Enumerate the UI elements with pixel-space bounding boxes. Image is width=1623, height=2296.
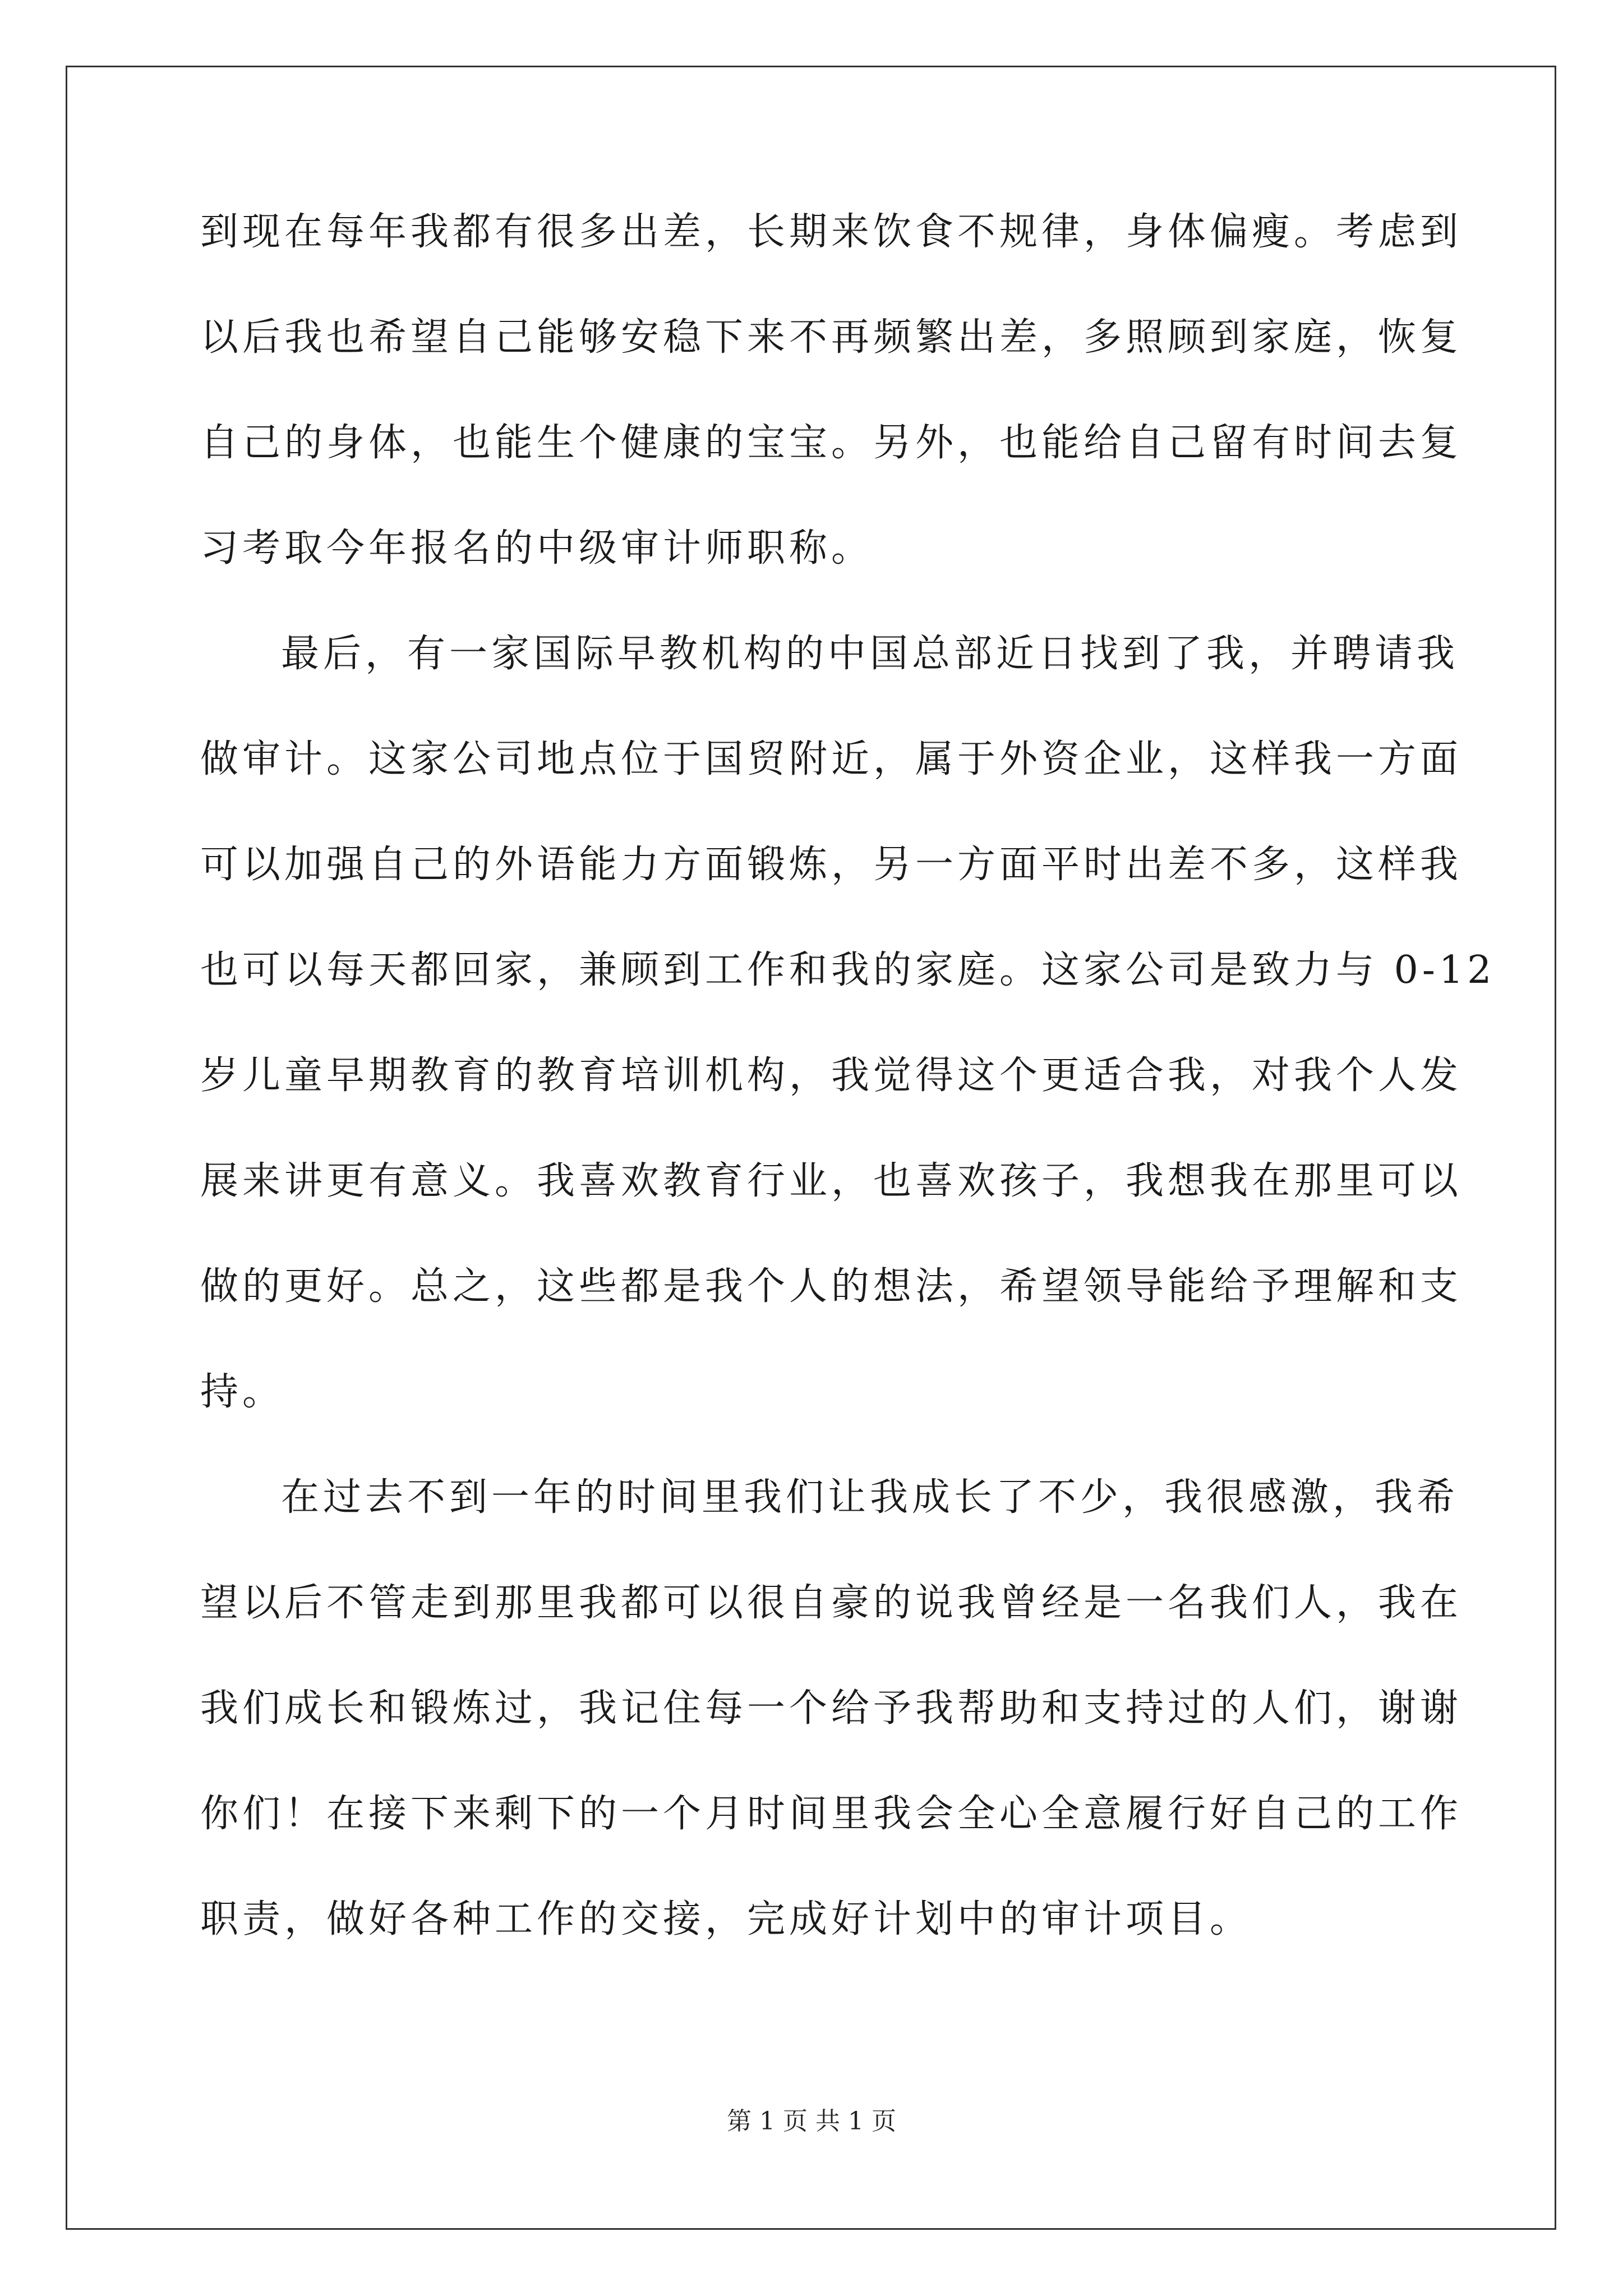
text-line: 可以加强自己的外语能力方面锻炼，另一方面平时出差不多，这样我 xyxy=(200,843,1463,887)
text-line: 也可以每天都回家，兼顾到工作和我的家庭。这家公司是致力与 0-12 xyxy=(200,948,1496,992)
text-line: 岁儿童早期教育的教育培训机构，我觉得这个更适合我，对我个人发 xyxy=(200,1053,1463,1098)
text-line: 持。 xyxy=(200,1370,285,1414)
text-line: 望以后不管走到那里我都可以很自豪的说我曾经是一名我们人，我在 xyxy=(200,1581,1463,1625)
text-line: 习考取今年报名的中级审计师职称。 xyxy=(200,526,874,570)
text-line: 做审计。这家公司地点位于国贸附近，属于外资企业，这样我一方面 xyxy=(200,737,1463,781)
paragraph-first-line: 最后，有一家国际早教机构的中国总部近日找到了我，并聘请我 xyxy=(281,632,1459,676)
text-line: 以后我也希望自己能够安稳下来不再频繁出差，多照顾到家庭，恢复 xyxy=(200,315,1463,360)
text-line: 职责，做好各种工作的交接，完成好计划中的审计项目。 xyxy=(200,1897,1252,1941)
text-line: 做的更好。总之，这些都是我个人的想法，希望领导能给予理解和支 xyxy=(200,1264,1463,1309)
page-number-footer: 第 1 页 共 1 页 xyxy=(727,2107,896,2136)
text-line: 自己的身体，也能生个健康的宝宝。另外，也能给自己留有时间去复 xyxy=(200,421,1463,465)
paragraph-first-line: 在过去不到一年的时间里我们让我成长了不少，我很感激，我希 xyxy=(281,1475,1459,1520)
document-body xyxy=(200,210,1496,2006)
text-line: 我们成长和锻炼过，我记住每一个给予我帮助和支持过的人们，谢谢 xyxy=(200,1686,1463,1731)
text-line: 你们！在接下来剩下的一个月时间里我会全心全意履行好自己的工作 xyxy=(200,1792,1463,1836)
text-line: 到现在每年我都有很多出差，长期来饮食不规律，身体偏瘦。考虑到 xyxy=(200,210,1463,254)
text-line: 展来讲更有意义。我喜欢教育行业，也喜欢孩子，我想我在那里可以 xyxy=(200,1159,1463,1203)
